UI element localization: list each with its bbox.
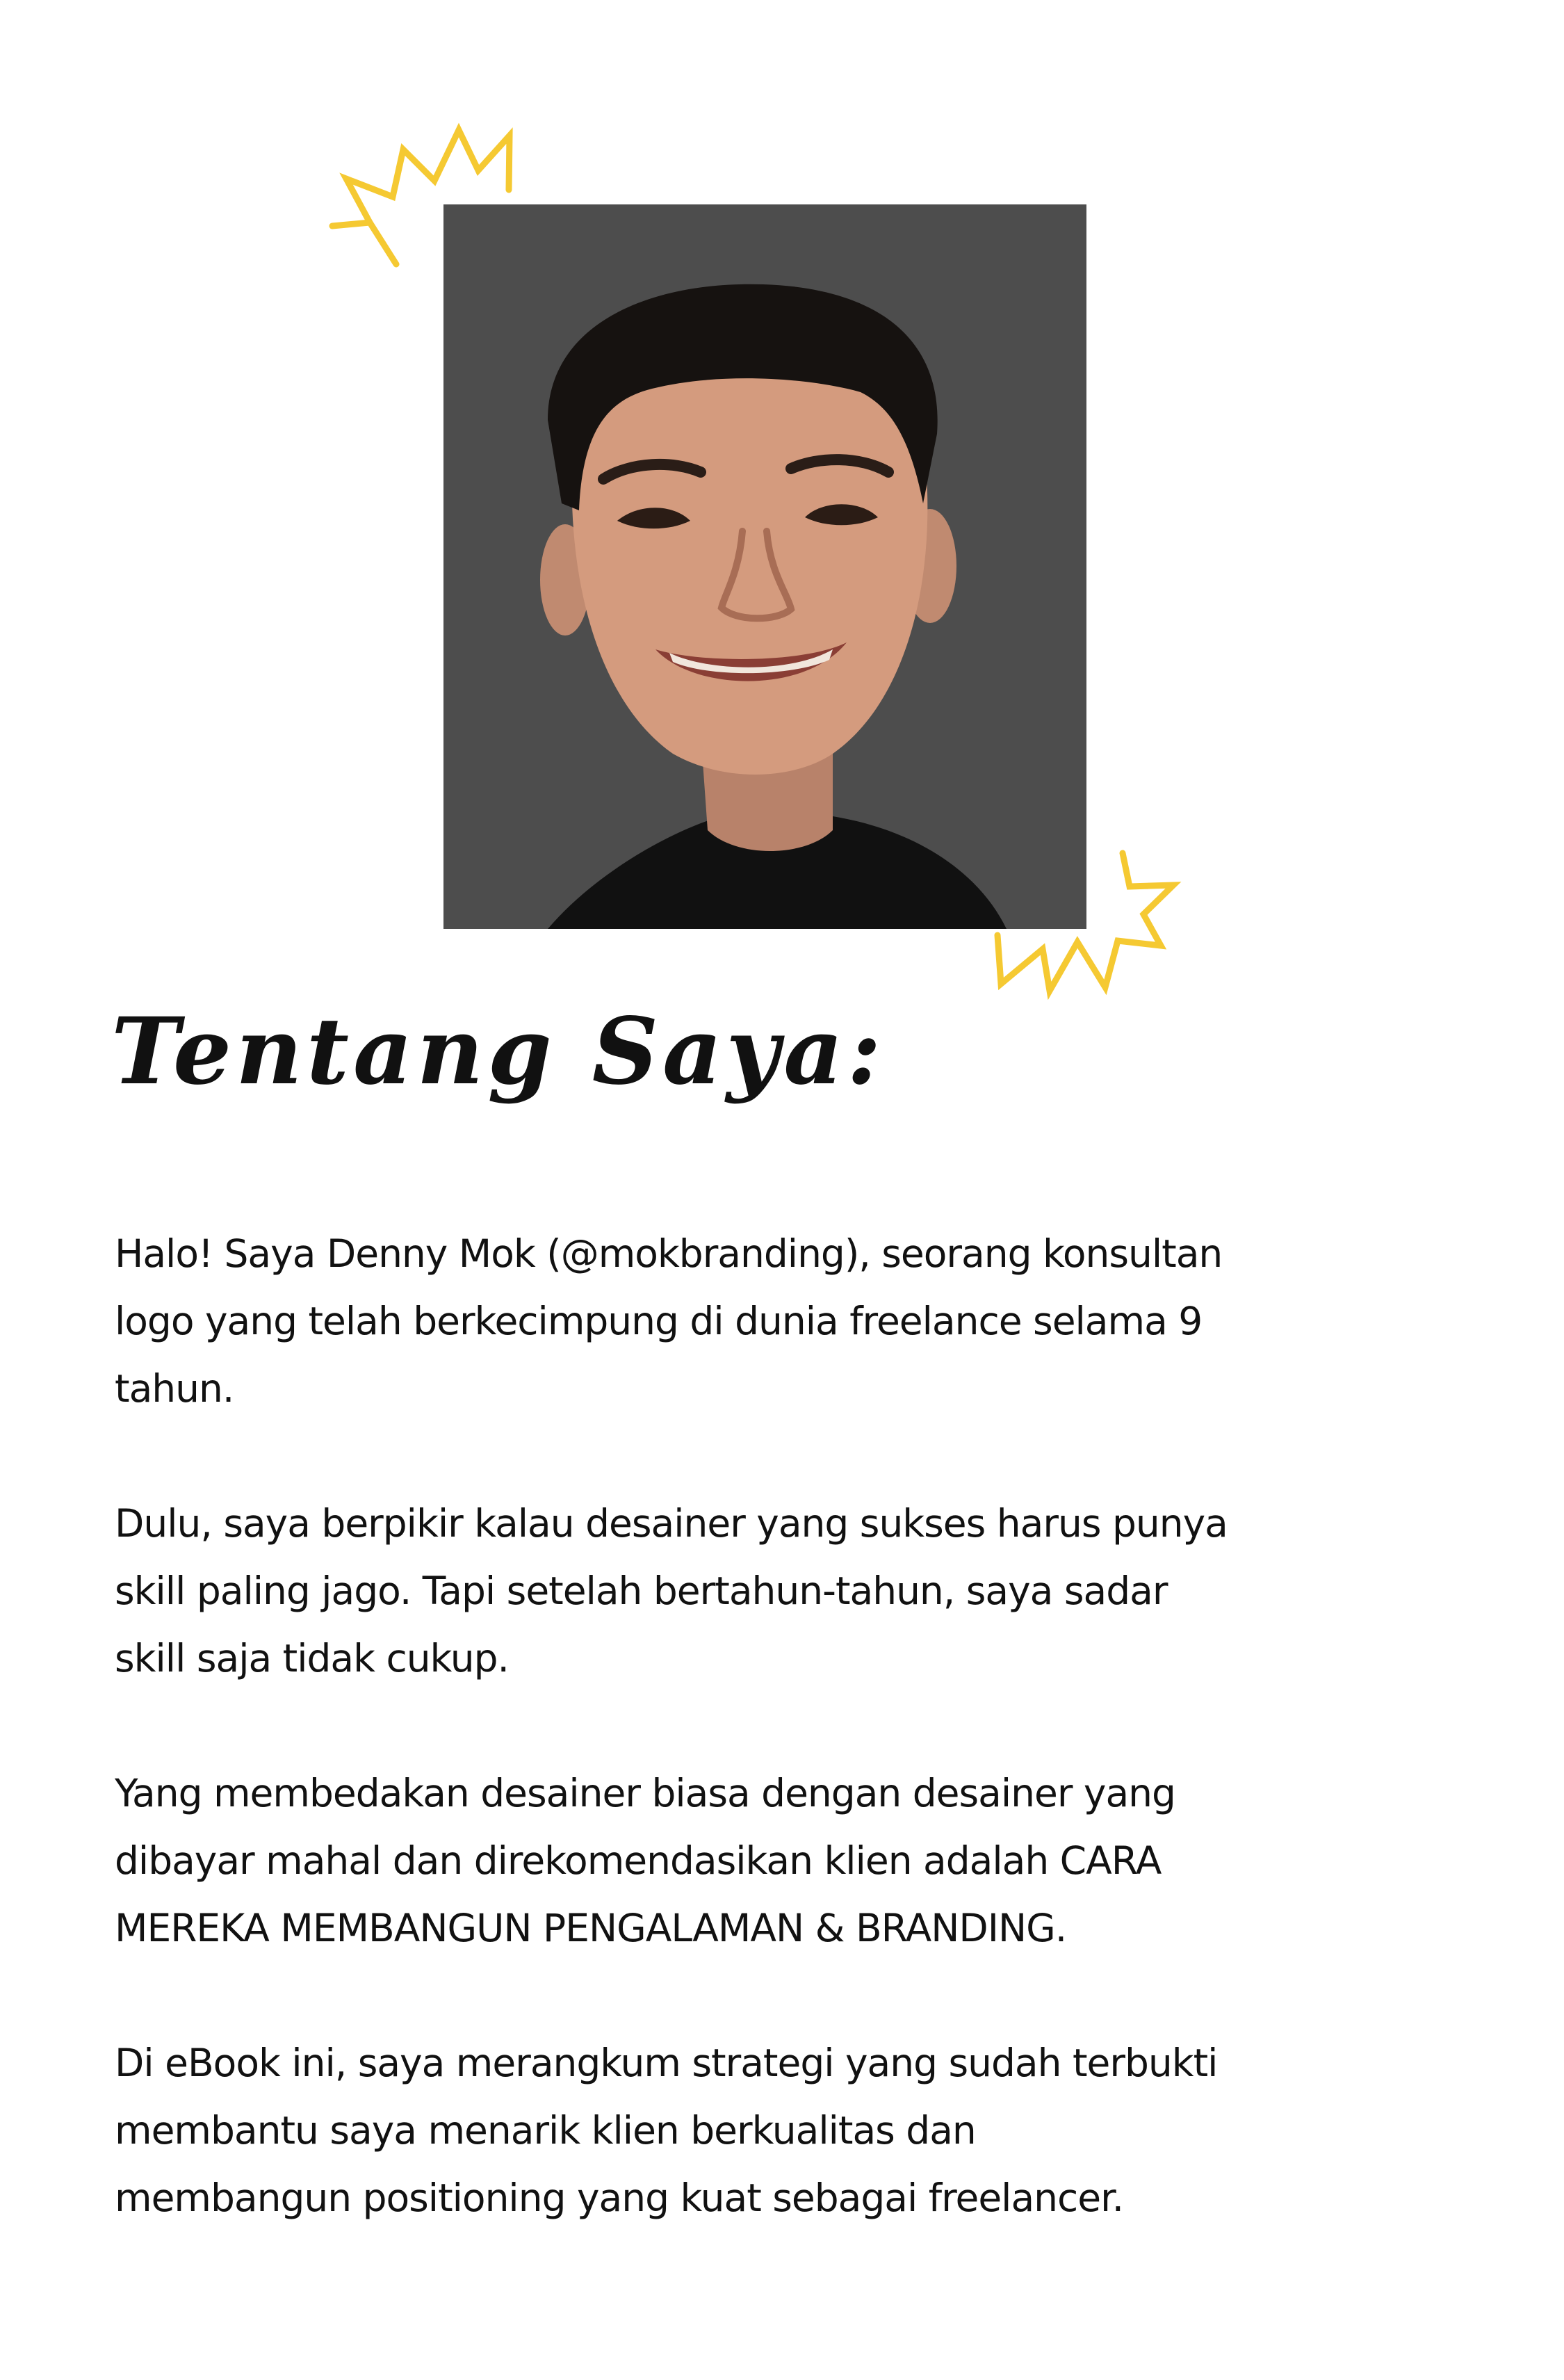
sparkle-doodle-icon xyxy=(987,845,1189,1005)
page-title: Tentang Saya: xyxy=(111,998,886,1106)
paragraph-intro: Halo! Saya Denny Mok (@mokbranding), seorang konsultan logo yang telah berkecimpung di dunia freelance selama 9 tahun. xyxy=(115,1231,1223,1411)
paragraph-belief: Dulu, saya berpikir kalau desainer yang sukses harus punya skill paling jago. Tapi setelah bertahun-tahun, saya sadar skill saja tidak cukup. xyxy=(115,1501,1228,1681)
profile-photo xyxy=(443,204,1086,929)
paragraph-ebook: Di eBook ini, saya merangkum strategi yang sudah terbukti membantu saya menarik klien berkualitas dan membangun positioning yang kuat sebagai freelancer. xyxy=(115,2041,1218,2220)
about-text xyxy=(115,1220,1394,2232)
paragraph-difference: Yang membedakan desainer biasa dengan desainer yang dibayar mahal dan direkomendasikan klien adalah CARA MEREKA MEMBANGUN PENGALAMAN & BRANDING. xyxy=(115,1771,1175,1950)
